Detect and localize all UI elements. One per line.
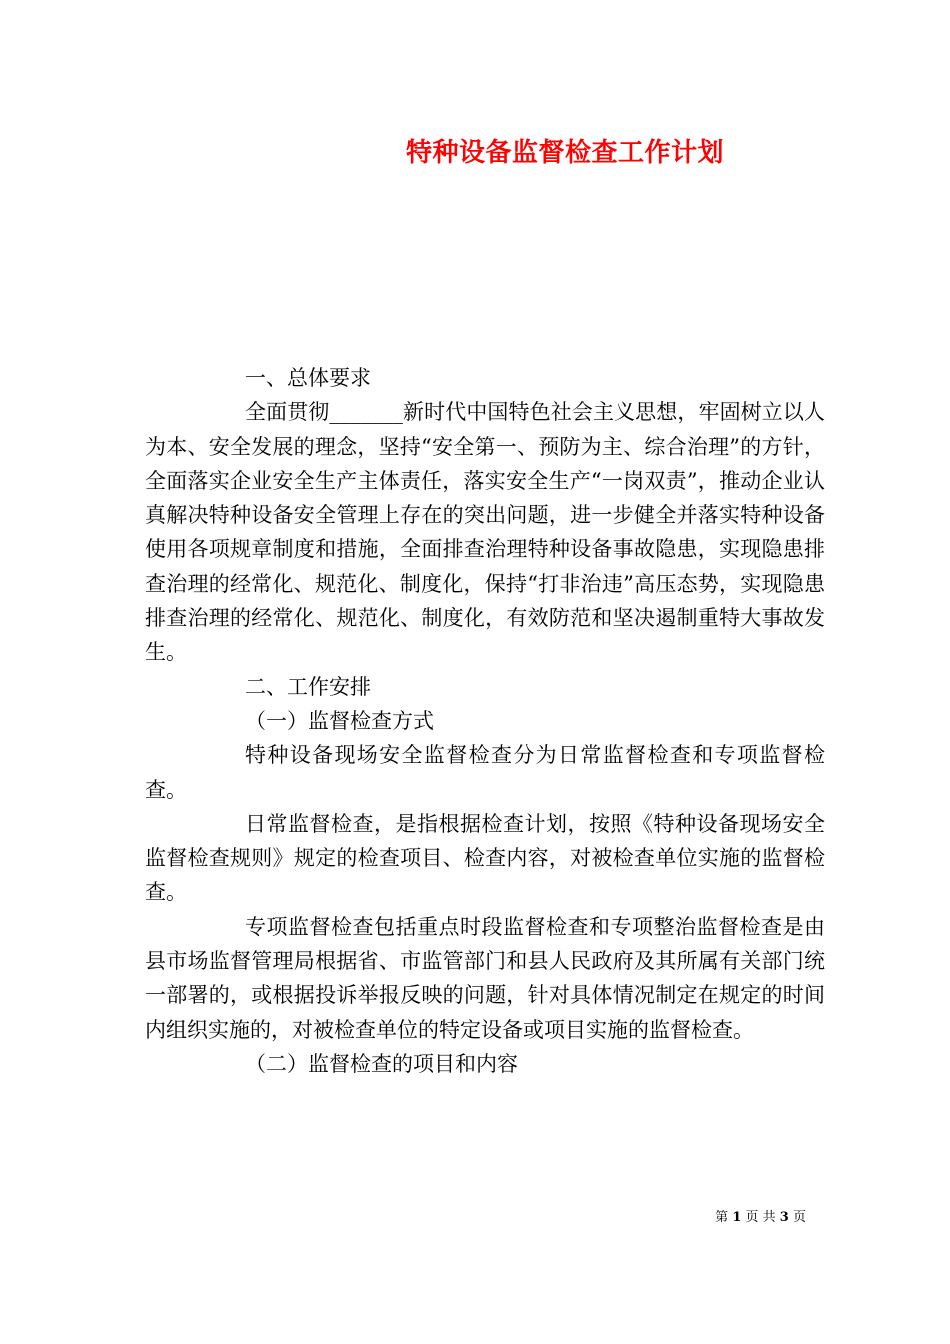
section-heading-general-requirements: 一、总体要求 (245, 366, 371, 390)
document-body (145, 361, 825, 1081)
subsection-heading-inspection-method: （一）监督检查方式 (245, 708, 434, 733)
paragraph-daily-inspection: 日常监督检查，是指根据检查计划，按照《特种设备现场安全监督检查规则》规定的检查项目、检查内容，对被检查单位实施的监督检查。 (145, 811, 825, 905)
page-footer (715, 1206, 806, 1225)
footer-total-pages: 3 (779, 1210, 789, 1225)
paragraph-inspection-types: 特种设备现场安全监督检查分为日常监督检查和专项监督检查。 (145, 743, 825, 802)
subsection-heading-inspection-items: （二）监督检查的项目和内容 (245, 1051, 518, 1076)
section-heading-work-arrangement: 二、工作安排 (245, 674, 371, 699)
footer-prefix: 第 (715, 1210, 729, 1225)
document-title: 特种设备监督检查工作计划 (405, 138, 724, 168)
footer-middle: 页 共 (745, 1210, 776, 1225)
paragraph-special-inspection: 专项监督检查包括重点时段监督检查和专项整治监督检查是由县市场监督管理局根据省、市监管部门和县人民政府及其所属有关部门统一部署的，或根据投诉举报反映的问题，针对具体情况制定在规定的时间内组织实施的，对被检查单位的特定设备或项目实施的监督检查。 (145, 914, 825, 1042)
footer-suffix: 页 (792, 1210, 806, 1225)
paragraph-general-requirements: 全面贯彻_______新时代中国特色社会主义思想，牢固树立以人为本、安全发展的理念，坚持“安全第一、预防为主、综合治理”的方针，全面落实企业安全生产主体责任，落实安全生产“一岗双责”，推动企业认真解决特种设备安全管理上存在的突出问题，进一步健全并落实特种设备使用各项规章制度和措施，全面排查治理特种设备事故隐患，实现隐患排查治理的经常化、规范化、制度化，保持“打非治违”高压态势，实现隐患排查治理的经常化、规范化、制度化，有效防范和坚决遏制重特大事故发生。 (145, 400, 825, 665)
footer-current-page: 1 (732, 1210, 742, 1225)
